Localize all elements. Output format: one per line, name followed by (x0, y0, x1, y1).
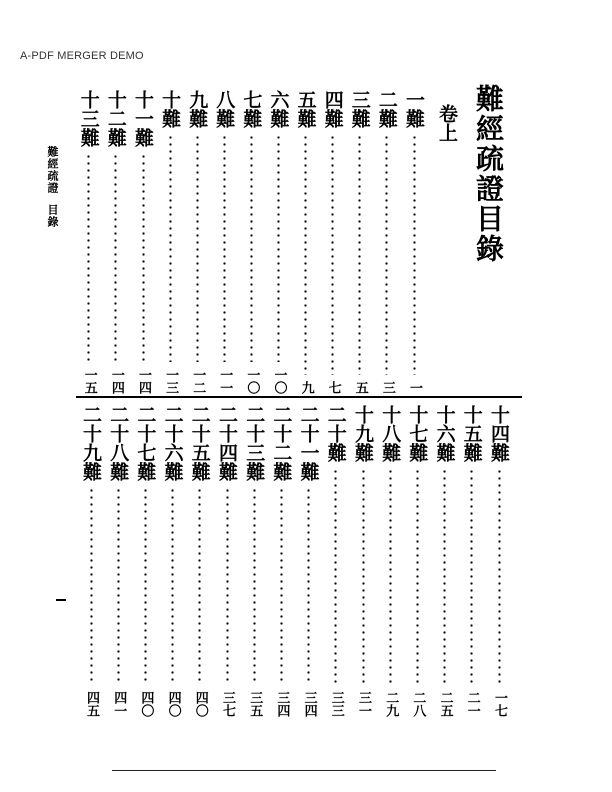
toc-entry-page: 二九 (383, 691, 399, 717)
toc-entry-title: 二十八難 (107, 405, 130, 481)
toc-entry-title: 十四難 (488, 405, 510, 462)
dot-leader (443, 468, 446, 685)
toc-entry[interactable] (351, 405, 375, 717)
toc-entry[interactable] (188, 405, 212, 717)
toc-entry-page: 三四 (301, 691, 317, 717)
toc-entry-title: 十八難 (379, 405, 402, 462)
toc-entry[interactable] (487, 405, 511, 717)
toc-entry[interactable] (79, 405, 103, 717)
toc-entry[interactable] (104, 90, 128, 394)
running-head-book: 難經疏證 (46, 146, 59, 194)
dot-leader (389, 468, 392, 685)
toc-entry[interactable] (402, 90, 426, 394)
page-title: 難經疏證目錄 (472, 84, 505, 264)
toc-entry-title: 二十二難 (270, 405, 293, 481)
dot-leader (250, 134, 253, 362)
toc-entry-page: 九 (298, 381, 314, 394)
toc-entry-title: 二十九難 (80, 405, 102, 481)
watermark: A-PDF MERGER DEMO (20, 50, 144, 62)
dot-leader (142, 153, 145, 362)
toc-entry[interactable] (77, 90, 101, 394)
toc-entry[interactable] (294, 90, 318, 394)
toc-entry-page: 三四 (274, 691, 290, 717)
toc-entry-title: 十五難 (460, 405, 483, 462)
toc-entry-title: 二十四難 (216, 405, 238, 481)
toc-entry-title: 十九難 (352, 405, 374, 462)
toc-entry[interactable] (324, 405, 348, 717)
dot-leader (90, 487, 93, 685)
toc-entry-page: 五 (352, 381, 368, 394)
dot-leader (470, 468, 473, 685)
toc-entry-page: 二五 (437, 691, 453, 717)
toc-entry[interactable] (239, 90, 263, 394)
toc-entry[interactable] (212, 90, 236, 394)
toc-entry-title: 一難 (403, 90, 425, 128)
dot-leader (223, 134, 226, 362)
dot-leader (226, 487, 229, 685)
toc-entry-page: 一七 (492, 691, 507, 717)
toc-entry-page: 一二 (190, 368, 206, 394)
toc-entry-page: 三一 (356, 691, 371, 717)
toc-entry-title: 十六難 (433, 405, 456, 462)
toc-entry-page: 三五 (247, 691, 263, 717)
toc-entry-title: 二十三難 (243, 405, 266, 481)
volume-heading: 卷上 (436, 104, 458, 142)
toc-entry-title: 二十七難 (134, 405, 157, 481)
dot-leader (144, 487, 147, 685)
dot-leader (117, 487, 120, 685)
toc-entry[interactable] (215, 405, 239, 717)
toc-entry-page: 二一 (464, 691, 480, 717)
toc-entry-page: 一四 (108, 368, 124, 394)
toc-entry[interactable] (348, 90, 372, 394)
toc-entry-page: 一三 (163, 368, 179, 394)
toc-entry[interactable] (375, 90, 399, 394)
toc-entry-title: 十七難 (406, 405, 429, 462)
dot-leader (334, 468, 337, 685)
toc-entry-title: 五難 (294, 90, 317, 128)
dot-leader (198, 487, 201, 685)
toc-entry[interactable] (131, 90, 155, 394)
toc-entry-title: 二難 (375, 90, 398, 128)
toc-entry-title: 六難 (267, 90, 290, 128)
running-head (44, 146, 60, 228)
toc-entry[interactable] (405, 405, 429, 717)
toc-entry-title: 二十五難 (188, 405, 211, 481)
toc-entry[interactable] (297, 405, 321, 717)
toc-entry[interactable] (133, 405, 157, 717)
dot-leader (362, 468, 365, 685)
toc-entry-title: 七難 (240, 90, 263, 128)
bottom-rule (112, 770, 496, 771)
toc-entry-page: 四〇 (138, 691, 154, 717)
toc-entry[interactable] (321, 90, 345, 394)
toc-entry-title: 二十六難 (161, 405, 184, 481)
dot-leader (171, 487, 174, 685)
toc-entry-page: 二八 (410, 691, 426, 717)
toc-entry-title: 十三難 (77, 90, 100, 147)
toc-entry-title: 十一難 (132, 90, 154, 147)
toc-entry[interactable] (185, 90, 209, 394)
toc-entry[interactable] (378, 405, 402, 717)
dot-leader (280, 487, 283, 685)
toc-entry-title: 十二難 (104, 90, 127, 147)
toc-entry-page: 三三 (328, 691, 344, 717)
toc-entry-page: 三七 (220, 691, 235, 717)
toc-entry-title: 四難 (321, 90, 344, 128)
toc-entry[interactable] (267, 90, 291, 394)
toc-entry-page: 一四 (136, 368, 151, 394)
toc-entry-title: 二十一難 (297, 405, 320, 481)
toc-entry-page: 一 (407, 381, 422, 394)
section-divider (76, 396, 522, 398)
toc-entry[interactable] (433, 405, 457, 717)
toc-entry-title: 八難 (213, 90, 236, 128)
dot-leader (307, 487, 310, 685)
dot-leader (413, 134, 416, 375)
toc-entry-page: 四一 (111, 691, 127, 717)
toc-entry-title: 三難 (348, 90, 371, 128)
toc-entry-title: 十難 (159, 90, 182, 128)
dot-leader (114, 153, 117, 362)
toc-entry[interactable] (106, 405, 130, 717)
dot-leader (416, 468, 419, 685)
toc-entry-page: 一〇 (244, 368, 260, 394)
dot-leader (385, 134, 388, 375)
toc-entry[interactable] (242, 405, 266, 717)
toc-entry[interactable] (161, 405, 185, 717)
toc-entry-page: 一〇 (271, 368, 287, 394)
dot-leader (498, 468, 501, 685)
toc-entry-page: 七 (325, 381, 341, 394)
dot-leader (87, 153, 90, 362)
folio-number (56, 599, 66, 601)
toc-entry-page: 四〇 (192, 691, 208, 717)
dot-leader (358, 134, 361, 375)
dot-leader (169, 134, 172, 362)
toc-entry-page: 四五 (84, 691, 99, 717)
toc-entry-page: 一五 (81, 368, 97, 394)
toc-entry-page: 一一 (217, 368, 233, 394)
toc-entry-title: 二十難 (324, 405, 347, 462)
toc-entry-title: 九難 (186, 90, 209, 128)
toc-entry-page: 三 (379, 381, 395, 394)
toc-entry[interactable] (158, 90, 182, 394)
dot-leader (253, 487, 256, 685)
dot-leader (277, 134, 280, 362)
toc-entry-page: 四〇 (165, 691, 181, 717)
dot-leader (331, 134, 334, 375)
dot-leader (196, 134, 199, 362)
dot-leader (304, 134, 307, 375)
toc-entry[interactable] (460, 405, 484, 717)
running-head-section: 目錄 (46, 204, 59, 228)
toc-entry[interactable] (269, 405, 293, 717)
